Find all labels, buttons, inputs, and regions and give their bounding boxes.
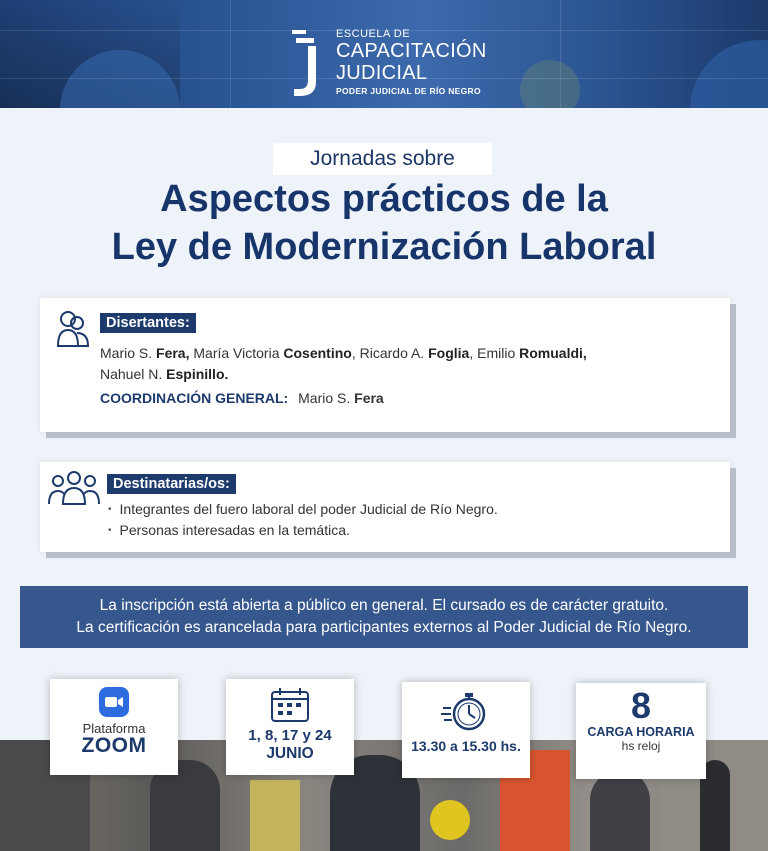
people-icon xyxy=(56,310,90,348)
platform-name: ZOOM xyxy=(81,734,147,757)
group-icon xyxy=(48,470,100,506)
speaker-last: Fera, xyxy=(156,345,190,361)
event-title-line-2: Ley de Modernización Laboral xyxy=(111,226,657,268)
calendar-icon xyxy=(270,687,310,723)
logo-line-4: PODER JUDICIAL DE RÍO NEGRO xyxy=(336,86,481,96)
platform-label: Plataforma xyxy=(82,721,146,736)
speaker-first: , Ricardo A. xyxy=(351,345,429,361)
platform-tile xyxy=(50,679,178,775)
event-dates: 1, 8, 17 y 24 xyxy=(248,727,332,744)
hours-tile xyxy=(576,683,706,779)
logo-line-1: ESCUELA DE xyxy=(336,28,411,40)
speaker-first: María Victoria xyxy=(189,345,284,361)
event-month: JUNIO xyxy=(266,745,314,762)
coordination-line xyxy=(100,390,384,406)
coordinator-first: Mario S. xyxy=(298,390,355,406)
header-decor-circle xyxy=(690,40,768,108)
list-item: • Integrantes del fuero laboral del poder Judicial de Río Negro. xyxy=(108,500,498,521)
registration-notice xyxy=(20,586,748,648)
stopwatch-icon xyxy=(441,690,491,732)
logo-line-2: CAPACITACIÓN xyxy=(336,40,487,62)
school-logo xyxy=(286,24,487,100)
list-item: • Personas interesadas en la temática. xyxy=(108,521,498,542)
hours-unit: hs reloj xyxy=(621,739,661,753)
event-kicker: Jornadas sobre xyxy=(273,143,492,175)
coordinator-last: Fera xyxy=(354,390,384,406)
speakers-list xyxy=(100,343,710,385)
speaker-first: Nahuel N. xyxy=(100,366,167,382)
header-gridline xyxy=(230,0,231,108)
event-title-line-1: Aspectos prácticos de la xyxy=(160,178,608,220)
audience-card xyxy=(40,462,730,552)
hours-label: CARGA HORARIA xyxy=(587,725,695,739)
time-tile xyxy=(402,682,530,778)
video-camera-icon xyxy=(99,687,129,717)
header-gridline xyxy=(560,0,561,108)
speakers-label: Disertantes: xyxy=(100,313,196,333)
speaker-last: Foglia xyxy=(428,345,470,361)
collage-shape xyxy=(430,800,470,840)
collage-shape xyxy=(250,780,300,851)
dates-tile xyxy=(226,679,354,775)
speaker-last: Cosentino xyxy=(283,345,352,361)
speaker-last: Romualdi, xyxy=(519,345,587,361)
speaker-last: Espinillo. xyxy=(166,366,229,382)
hours-value: 8 xyxy=(630,685,652,726)
coordination-label: COORDINACIÓN GENERAL: xyxy=(100,390,289,406)
collage-figure xyxy=(590,770,650,851)
event-time: 13.30 a 15.30 hs. xyxy=(411,738,521,754)
header-decor-circle xyxy=(520,60,580,108)
speakers-card xyxy=(40,298,730,432)
notice-line-1: La inscripción está abierta a público en general. El cursado es de carácter gratuito. xyxy=(99,597,669,614)
logo-line-3: JUDICIAL xyxy=(336,62,428,84)
audience-list xyxy=(108,500,498,542)
speaker-first: , Emilio xyxy=(469,345,520,361)
logo-mark-icon xyxy=(286,24,326,100)
speaker-first: Mario S. xyxy=(100,345,157,361)
audience-label: Destinatarias/os: xyxy=(107,474,236,494)
notice-line-2: La certificación es arancelada para participantes externos al Poder Judicial de Río Negro. xyxy=(76,619,692,636)
header-banner xyxy=(0,0,768,108)
